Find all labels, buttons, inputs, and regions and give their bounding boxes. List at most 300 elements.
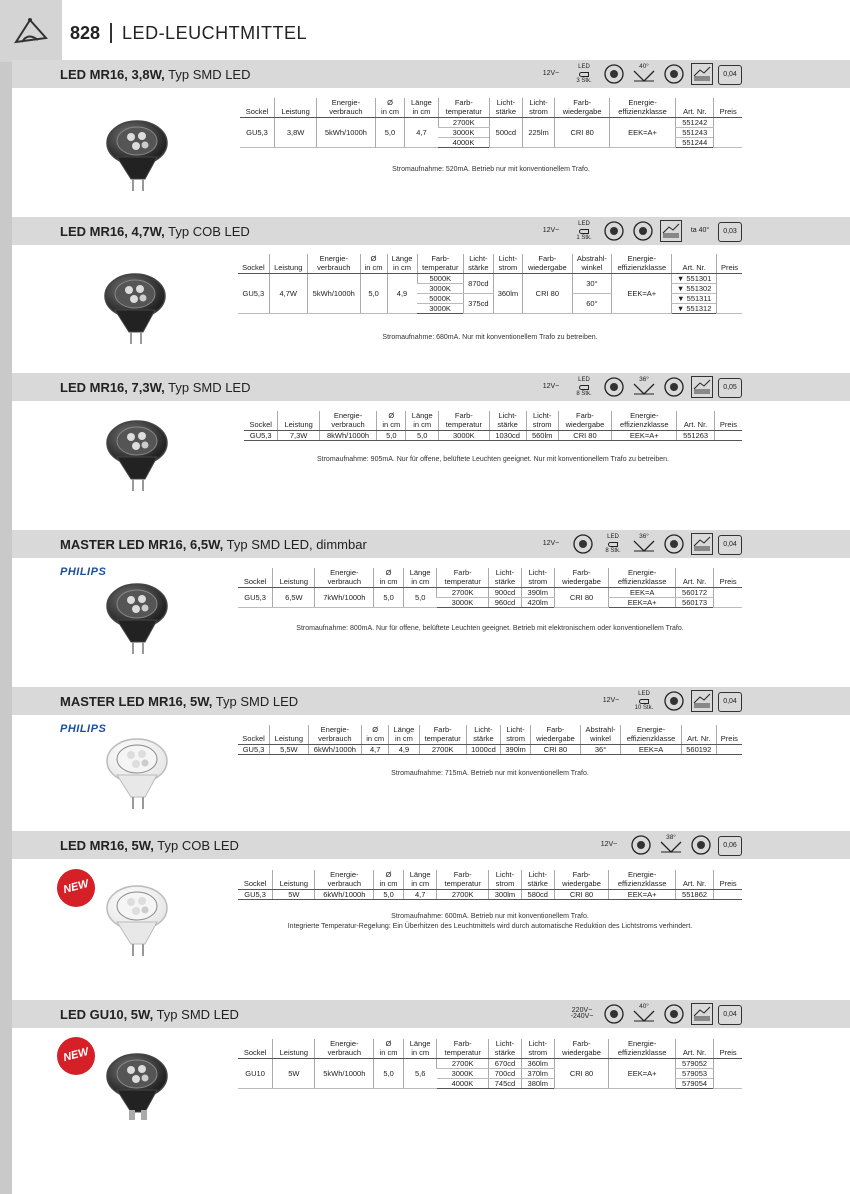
table-cell: 5,5W (270, 745, 309, 755)
product-title-bar (12, 217, 850, 245)
voltage-icon (536, 375, 566, 399)
product-title (12, 694, 298, 709)
column-header: Energie- effizienzklasse (609, 1039, 676, 1059)
weight-label: 0,06 (723, 841, 737, 849)
energy-class-icon (691, 376, 713, 398)
column-header: Energie- effizienzklasse (609, 568, 676, 588)
weight-label: 0,05 (723, 383, 737, 391)
product-title-bold: LED MR16, 3,8W, (60, 66, 165, 82)
column-header: Farb- temperatur (417, 254, 464, 274)
beam-angle-icon (631, 62, 657, 86)
voltage-icon (536, 62, 566, 86)
table-cell: 390lm (521, 588, 554, 598)
led-count: 8 Stk. (576, 390, 592, 397)
table-cell: GU5,3 (240, 118, 275, 148)
column-header: Farb- temperatur (438, 98, 490, 118)
product-title (12, 224, 250, 239)
table-row (244, 431, 742, 441)
table-cell: 360lm (493, 274, 523, 314)
product-note (238, 912, 742, 932)
table-cell: 300lm (489, 890, 522, 900)
column-header: Licht- stärke (490, 98, 523, 118)
table-cell: 4,7W (269, 274, 307, 314)
beam-angle-icon (631, 532, 657, 556)
column-header: Art. Nr. (675, 870, 713, 890)
product-section (12, 831, 850, 861)
column-header: Leistung (273, 1039, 315, 1059)
table-cell: 5,0 (374, 890, 404, 900)
led-count-icon (571, 219, 597, 243)
table-cell: 8kWh/1000h (319, 431, 376, 441)
voltage-label: 12V~ (602, 696, 620, 704)
table-cell: 579054 (675, 1079, 713, 1089)
table-cell: 700cd (489, 1069, 522, 1079)
column-header: Ø in cm (360, 254, 387, 274)
weight-icon (718, 535, 742, 555)
table-row (238, 1059, 742, 1069)
voltage-icon (536, 219, 566, 243)
column-header: Ø in cm (374, 870, 404, 890)
weight-label: 0,04 (723, 1010, 737, 1018)
led-count-icon (571, 375, 597, 399)
table-cell: CRI 80 (523, 274, 572, 314)
column-header: Farb- wiedergabe (555, 98, 610, 118)
table-cell: 3,8W (275, 118, 317, 148)
column-header: Farb- temperatur (437, 568, 489, 588)
table-cell: ▼ 551302 (672, 284, 717, 294)
voltage-label: 12V~ (542, 382, 560, 390)
table-cell: 30° (572, 274, 612, 294)
energy-class-icon (691, 533, 713, 555)
table-cell (714, 588, 742, 608)
table-cell (717, 274, 743, 314)
product-title-type: Typ COB LED (153, 837, 239, 853)
lamp-feature-icon (602, 1002, 626, 1026)
table-cell: 5kWh/1000h (317, 118, 376, 148)
column-header: Abstrahl- winkel (580, 725, 620, 745)
column-header: Energie- verbrauch (319, 411, 376, 431)
product-title (12, 380, 250, 395)
column-header: Licht- strom (522, 98, 555, 118)
header-row (238, 568, 742, 588)
product-title-type: Typ SMD LED (164, 66, 251, 82)
product-image (95, 880, 185, 965)
table-cell: 4000K (437, 1079, 489, 1089)
weight-icon (718, 65, 742, 85)
table-cell (714, 1059, 742, 1089)
feature-icons (567, 1001, 742, 1027)
table-cell (716, 745, 742, 755)
table-cell: 5000K (417, 274, 464, 284)
new-badge (56, 868, 96, 908)
product-note (238, 624, 742, 634)
column-header: Licht- strom (501, 725, 531, 745)
column-header: Sockel (244, 411, 278, 431)
table-cell: 551263 (677, 431, 714, 441)
table-cell: 4,7 (404, 890, 437, 900)
product-title-type: Typ SMD LED (164, 379, 251, 395)
product-title-bar (12, 1000, 850, 1028)
energy-class-icon (660, 220, 682, 242)
voltage-icon (594, 833, 624, 857)
column-header: Licht- stärke (464, 254, 494, 274)
lamp-feature-icon (689, 833, 713, 857)
angle-icon (660, 841, 682, 856)
column-header: Ø in cm (362, 725, 389, 745)
column-header: Sockel (238, 1039, 273, 1059)
column-header: Sockel (238, 870, 273, 890)
spec-table (238, 1039, 742, 1089)
table-cell: 670cd (489, 1059, 522, 1069)
table-cell: 2700K (419, 745, 466, 755)
table-cell: GU5,3 (238, 745, 270, 755)
table-cell: 225lm (522, 118, 555, 148)
table-cell: EEK=A+ (609, 890, 676, 900)
note-line: Integrierte Temperatur-Regelung: Ein Überhitzen des Leuchtmittels wird durch automatische Reduktion des Lichtstroms verhindert. (287, 923, 693, 930)
table-cell: 5,0 (404, 588, 437, 608)
table-cell: 6kWh/1000h (308, 745, 362, 755)
product-section (12, 60, 850, 90)
product-section (12, 373, 850, 403)
beam-angle-icon (658, 833, 684, 857)
table-cell: EEK=A+ (609, 118, 675, 148)
table-cell: 3000K (417, 304, 464, 314)
product-title (12, 1007, 239, 1022)
weight-icon (718, 836, 742, 856)
table-cell: EEK=A+ (612, 431, 677, 441)
product-title-bar (12, 60, 850, 88)
column-header: Ø in cm (377, 411, 406, 431)
table-cell: 420lm (521, 598, 554, 608)
column-header: Art. Nr. (677, 411, 714, 431)
angle-icon (633, 1010, 655, 1025)
column-header: Licht- strom (521, 1039, 554, 1059)
table-cell: 5kWh/1000h (307, 274, 360, 314)
product-title-type: Typ SMD LED, dimmbar (223, 536, 367, 552)
lamp-feature-icon (602, 375, 626, 399)
table-cell: 3000K (439, 431, 490, 441)
header-row (238, 1039, 742, 1059)
table-cell: 4,7 (405, 118, 438, 148)
product-title-bold: LED MR16, 5W, (60, 837, 154, 853)
column-header: Preis (717, 254, 743, 274)
weight-label: 0,04 (723, 697, 737, 705)
column-header: Energie- effizienzklasse (612, 411, 677, 431)
column-header: Energie- verbrauch (307, 254, 360, 274)
product-image (95, 578, 185, 663)
lamp-feature-icon (662, 375, 686, 399)
table-cell: 551862 (675, 890, 713, 900)
product-image (95, 733, 185, 818)
energy-class-icon (691, 1003, 713, 1025)
new-badge (56, 1036, 96, 1076)
header-row (244, 411, 742, 431)
column-header: Länge in cm (404, 870, 437, 890)
table-row (238, 274, 742, 284)
lamp-feature-icon (602, 219, 626, 243)
led-label: LED (578, 377, 590, 383)
table-cell: 380lm (521, 1079, 554, 1089)
table-cell: 560173 (675, 598, 713, 608)
header-divider (110, 23, 112, 43)
table-cell: GU5,3 (244, 431, 278, 441)
table-cell: 5,0 (377, 431, 406, 441)
column-header: Art. Nr. (675, 1039, 713, 1059)
header-row (238, 254, 742, 274)
table-cell: 5000K (417, 294, 464, 304)
feature-icons (536, 218, 742, 244)
column-header: Preis (714, 98, 742, 118)
product-section (12, 687, 850, 717)
feature-icons (594, 832, 742, 858)
lamp-feature-icon (662, 62, 686, 86)
column-header: Länge in cm (387, 254, 417, 274)
beam-angle-label: 40° (639, 62, 649, 70)
table-cell: 360lm (521, 1059, 554, 1069)
table-cell: 579052 (675, 1059, 713, 1069)
table-cell: 580cd (521, 890, 554, 900)
table-cell: 900cd (489, 588, 522, 598)
feature-icons (536, 531, 742, 557)
led-count: 3 Stk. (576, 77, 592, 84)
column-header: Länge in cm (405, 98, 438, 118)
table-cell: 6kWh/1000h (315, 890, 374, 900)
column-header: Preis (714, 870, 742, 890)
table-cell: 60° (572, 294, 612, 314)
column-header: Energie- verbrauch (317, 98, 376, 118)
header-row (238, 870, 742, 890)
table-cell: EEK=A+ (612, 274, 672, 314)
led-count: 1 Stk. (576, 234, 592, 241)
table-cell: ▼ 551301 (672, 274, 717, 284)
column-header: Ø in cm (374, 568, 404, 588)
product-title-bold: MASTER LED MR16, 6,5W, (60, 536, 224, 552)
table-cell: CRI 80 (531, 745, 581, 755)
table-row (238, 588, 742, 598)
column-header: Energie- effizienzklasse (609, 870, 676, 890)
table-cell (714, 890, 742, 900)
column-header: Licht- strom (521, 568, 554, 588)
table-cell: 500cd (490, 118, 523, 148)
spec-table (238, 254, 742, 314)
column-header: Farb- temperatur (437, 1039, 489, 1059)
product-section (12, 530, 850, 560)
spec-table (238, 725, 742, 755)
energy-class-icon (691, 63, 713, 85)
table-cell: 745cd (489, 1079, 522, 1089)
table-cell: 5W (273, 1059, 315, 1089)
table-cell: CRI 80 (555, 118, 610, 148)
table-cell: 560172 (675, 588, 713, 598)
voltage-icon (596, 689, 626, 713)
led-label: LED (578, 221, 590, 227)
column-header: Farb- wiedergabe (558, 411, 612, 431)
note-line: Stromaufnahme: 800mA. Nur für offene, belüftete Leuchten geeignet. Betrieb mit elektronischem oder konventionellem Trafo. (296, 625, 684, 632)
product-title-bold: LED MR16, 4,7W, (60, 223, 165, 239)
product-title-bar (12, 831, 850, 859)
header-row (240, 98, 742, 118)
table-cell: 1030cd (489, 431, 526, 441)
header-row (238, 725, 742, 745)
table-cell: EEK=A (609, 588, 676, 598)
column-header: Leistung (270, 725, 309, 745)
weight-label: 0,04 (723, 540, 737, 548)
table-cell: 3000K (417, 284, 464, 294)
product-title-bold: MASTER LED MR16, 5W, (60, 693, 213, 709)
table-cell (714, 431, 742, 441)
beam-angle-icon (631, 1002, 657, 1026)
table-cell: 5,6 (404, 1059, 437, 1089)
table-cell: ▼ 551311 (672, 294, 717, 304)
table-cell: EEK=A+ (609, 1059, 676, 1089)
column-header: Leistung (273, 568, 315, 588)
led-bulb-icon (608, 542, 618, 547)
table-cell: GU5,3 (238, 274, 269, 314)
product-section (12, 217, 850, 247)
table-cell: 4,9 (389, 745, 419, 755)
table-cell: 375cd (464, 294, 494, 314)
table-cell: EEK=A+ (609, 598, 676, 608)
voltage-label: 12V~ (542, 539, 560, 547)
table-cell: CRI 80 (554, 1059, 609, 1089)
brand-logo: PHILIPS (60, 723, 107, 735)
ambient-temp-label (687, 219, 713, 243)
column-header: Farb- wiedergabe (554, 870, 609, 890)
table-cell: 551244 (676, 138, 714, 148)
column-header: Farb- wiedergabe (531, 725, 581, 745)
column-header: Energie- effizienzklasse (609, 98, 675, 118)
table-cell: 1000cd (466, 745, 500, 755)
column-header: Preis (714, 411, 742, 431)
table-cell: CRI 80 (554, 890, 609, 900)
column-header: Art. Nr. (672, 254, 717, 274)
lamp-feature-icon (631, 219, 655, 243)
angle-icon (633, 383, 655, 398)
table-cell: 560192 (681, 745, 716, 755)
lamp-feature-icon (662, 1002, 686, 1026)
led-bulb-icon (579, 72, 589, 77)
column-header: Sockel (238, 725, 270, 745)
column-header: Preis (714, 1039, 742, 1059)
voltage-icon (536, 532, 566, 556)
table-cell: 5,0 (374, 588, 404, 608)
lamp-feature-icon (662, 532, 686, 556)
weight-icon (718, 378, 742, 398)
feature-icons (536, 374, 742, 400)
table-cell: 4000K (438, 138, 490, 148)
product-note (240, 165, 742, 175)
beam-angle-label: 36° (639, 375, 649, 383)
note-line: Stromaufnahme: 905mA. Nur für offene, belüftete Leuchten geeignet. Nur mit konventionellem Trafo zu betreiben. (316, 456, 670, 463)
column-header: Ø in cm (374, 1039, 404, 1059)
weight-label: 0,04 (723, 70, 737, 78)
energy-class-icon (691, 690, 713, 712)
table-cell: 7,3W (278, 431, 319, 441)
table-cell: 4,7 (362, 745, 389, 755)
product-title-type: Typ SMD LED (153, 1006, 239, 1022)
column-header: Länge in cm (406, 411, 439, 431)
table-cell: 579053 (675, 1069, 713, 1079)
table-cell: 560lm (526, 431, 558, 441)
column-header: Licht- stärke (489, 568, 522, 588)
column-header: Preis (716, 725, 742, 745)
column-header: Preis (714, 568, 742, 588)
column-header: Licht- stärke (489, 1039, 522, 1059)
table-cell: 3000K (438, 128, 490, 138)
product-title (12, 838, 239, 853)
feature-icons (536, 61, 742, 87)
led-bulb-icon (639, 699, 649, 704)
page-category: LED-LEUCHTMITTEL (122, 22, 308, 43)
beam-angle-label: 38° (666, 833, 676, 841)
spec-table (238, 568, 742, 608)
voltage-label: 12V~ (542, 226, 560, 234)
column-header: Leistung (278, 411, 319, 431)
note-line: Stromaufnahme: 715mA. Betrieb nur mit konventionellem Trafo. (391, 770, 589, 777)
table-cell (714, 118, 742, 148)
product-section (12, 1000, 850, 1030)
led-label: LED (607, 534, 619, 540)
note-line: Stromaufnahme: 520mA. Betrieb nur mit konventionellem Trafo. (392, 166, 590, 173)
table-cell: 5,0 (406, 431, 439, 441)
column-header: Art. Nr. (675, 568, 713, 588)
led-bulb-icon (579, 385, 589, 390)
table-cell: 7kWh/1000h (315, 588, 374, 608)
column-header: Energie- verbrauch (315, 568, 374, 588)
table-cell: 960cd (489, 598, 522, 608)
ambient-temp-text: ta 40° (690, 226, 710, 234)
led-count: 8 Stk. (605, 547, 621, 554)
column-header: Farb- temperatur (419, 725, 466, 745)
product-title-bold: LED GU10, 5W, (60, 1006, 154, 1022)
table-cell: 5kWh/1000h (315, 1059, 374, 1089)
beam-angle-icon (631, 375, 657, 399)
table-cell: 5,0 (374, 1059, 404, 1089)
table-cell: 2700K (438, 118, 490, 128)
table-cell: 2700K (437, 890, 489, 900)
voltage-icon (567, 1002, 597, 1026)
lamp-feature-icon (602, 62, 626, 86)
spec-table (240, 98, 742, 148)
led-count-icon (600, 532, 626, 556)
column-header: Energie- verbrauch (315, 870, 374, 890)
side-strip (0, 0, 12, 1194)
column-header: Energie- effizienzklasse (612, 254, 672, 274)
column-header: Licht- strom (493, 254, 523, 274)
lamp-feature-icon (571, 532, 595, 556)
column-header: Länge in cm (404, 568, 437, 588)
column-header: Licht- strom (526, 411, 558, 431)
column-header: Farb- wiedergabe (554, 568, 609, 588)
angle-icon (633, 540, 655, 555)
voltage-label: 12V~ (600, 840, 618, 848)
page-header (70, 18, 307, 48)
spec-table (238, 870, 742, 900)
product-title-type: Typ SMD LED (212, 693, 299, 709)
column-header: Sockel (240, 98, 275, 118)
table-cell: CRI 80 (558, 431, 612, 441)
product-note (244, 455, 742, 465)
table-cell: 6,5W (273, 588, 315, 608)
column-header: Leistung (275, 98, 317, 118)
feature-icons (596, 688, 742, 714)
table-row (240, 118, 742, 128)
note-line: Stromaufnahme: 600mA. Betrieb nur mit konventionellem Trafo. (391, 913, 589, 920)
column-header: Licht- strom (489, 870, 522, 890)
brand-logo: PHILIPS (60, 566, 107, 578)
table-cell: 5,0 (375, 118, 405, 148)
column-header: Licht- stärke (521, 870, 554, 890)
